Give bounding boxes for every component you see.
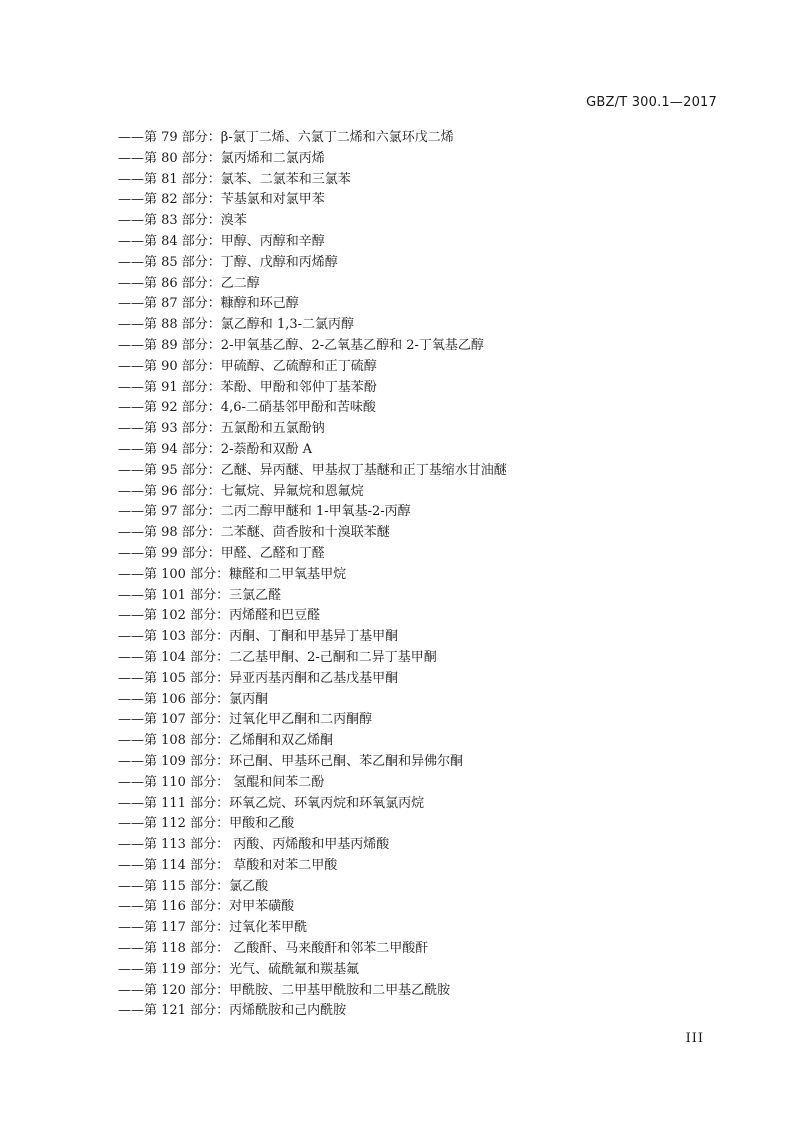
part-entry: ——第 94 部分：2-萘酚和双酚 A <box>118 441 312 457</box>
part-entry: ——第 82 部分：苄基氯和对氯甲苯 <box>118 192 325 208</box>
part-entry: ——第 119 部分：光气、硫酰氟和羰基氟 <box>118 961 360 977</box>
part-entry: ——第 112 部分：甲酸和乙酸 <box>118 816 295 832</box>
part-entry: ——第 80 部分：氯丙烯和二氯丙烯 <box>118 150 325 166</box>
part-entry: ——第 118 部分： 乙酸酐、马来酸酐和邻苯二甲酸酐 <box>118 941 429 957</box>
part-entry: ——第 85 部分：丁醇、戊醇和丙烯醇 <box>118 254 338 270</box>
part-entry: ——第 87 部分：糠醇和环己醇 <box>118 296 299 312</box>
document-code: GBZ/T 300.1—2017 <box>586 95 717 110</box>
part-entry: ——第 88 部分：氯乙醇和 1,3-二氯丙醇 <box>118 317 355 333</box>
part-entry: ——第 89 部分：2-甲氧基乙醇、2-乙氧基乙醇和 2-丁氧基乙醇 <box>118 337 484 353</box>
part-entry: ——第 96 部分：七氟烷、异氟烷和恩氟烷 <box>118 483 364 499</box>
part-entry: ——第 84 部分：甲醇、丙醇和辛醇 <box>118 233 325 249</box>
part-entry: ——第 83 部分：溴苯 <box>118 213 247 229</box>
part-entry: ——第 104 部分：二乙基甲酮、2-己酮和二异丁基甲酮 <box>118 649 437 665</box>
part-entry: ——第 79 部分：β-氯丁二烯、六氯丁二烯和六氯环戊二烯 <box>118 130 454 145</box>
part-entry: ——第 106 部分：氯丙酮 <box>118 691 269 707</box>
part-entry: ——第 105 部分：异亚丙基丙酮和乙基戊基甲酮 <box>118 670 399 686</box>
part-entry: ——第 95 部分：乙醚、异丙醚、甲基叔丁基醚和正丁基缩水甘油醚 <box>118 462 507 478</box>
part-entry: ——第 86 部分：乙二醇 <box>118 275 260 291</box>
part-entry: ——第 100 部分：糠醛和二甲氧基甲烷 <box>118 566 347 582</box>
part-entry: ——第 109 部分：环己酮、甲基环己酮、苯乙酮和异佛尔酮 <box>118 753 464 769</box>
part-entry: ——第 99 部分：甲醛、乙醛和丁醛 <box>118 545 325 561</box>
part-entry: ——第 81 部分：氯苯、二氯苯和三氯苯 <box>118 171 351 187</box>
part-entry: ——第 110 部分： 氢醌和间苯二酚 <box>118 774 325 790</box>
part-entry: ——第 98 部分：二苯醚、茴香胺和十溴联苯醚 <box>118 525 390 541</box>
part-entry: ——第 116 部分：对甲苯磺酸 <box>118 899 295 915</box>
part-entry: ——第 117 部分：过氧化苯甲酰 <box>118 920 308 936</box>
part-entry: ——第 90 部分：甲硫醇、乙硫醇和正丁硫醇 <box>118 358 377 374</box>
part-entry: ——第 115 部分：氯乙酸 <box>118 878 269 894</box>
part-entry: ——第 121 部分：丙烯酰胺和己内酰胺 <box>118 1003 347 1019</box>
page-number: III <box>685 1031 704 1046</box>
part-entry: ——第 102 部分：丙烯醛和巴豆醛 <box>118 608 321 624</box>
part-entry: ——第 93 部分：五氯酚和五氯酚钠 <box>118 421 325 437</box>
part-entry: ——第 97 部分：二丙二醇甲醚和 1-甲氧基-2-丙醇 <box>118 504 411 520</box>
part-entry: ——第 114 部分： 草酸和对苯二甲酸 <box>118 857 338 873</box>
part-list <box>118 128 718 1022</box>
part-entry: ——第 101 部分：三氯乙醛 <box>118 587 282 603</box>
part-entry: ——第 120 部分：甲酰胺、二甲基甲酰胺和二甲基乙酰胺 <box>118 982 451 998</box>
part-entry: ——第 107 部分：过氧化甲乙酮和二丙酮醇 <box>118 712 373 728</box>
part-entry: ——第 91 部分：苯酚、甲酚和邻仲丁基苯酚 <box>118 379 377 395</box>
part-entry: ——第 103 部分：丙酮、丁酮和甲基异丁基甲酮 <box>118 629 399 645</box>
part-entry: ——第 108 部分：乙烯酮和双乙烯酮 <box>118 733 334 749</box>
part-entry: ——第 113 部分： 丙酸、丙烯酸和甲基丙烯酸 <box>118 837 390 853</box>
part-entry: ——第 111 部分：环氧乙烷、环氧丙烷和环氧氯丙烷 <box>118 795 425 811</box>
part-entry: ——第 92 部分：4,6-二硝基邻甲酚和苦味酸 <box>118 400 376 416</box>
